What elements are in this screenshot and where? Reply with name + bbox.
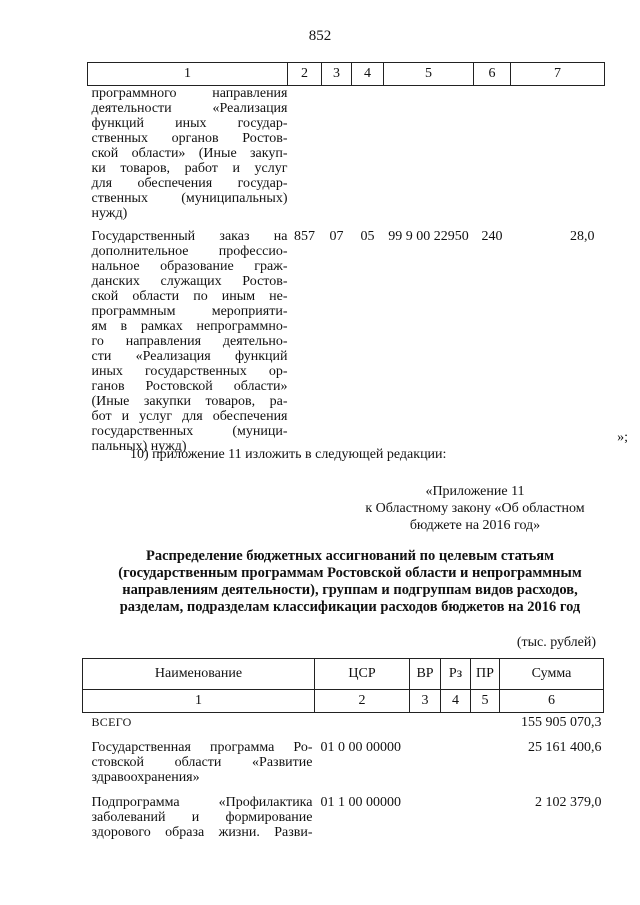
cell-csr: 01 1 00 00000 — [320, 795, 401, 810]
amendment-instruction: 10) приложение 11 изложить в следующей редакции: — [130, 447, 447, 462]
table-column-number-row — [83, 690, 604, 713]
name-line: Подпрограмма «Профилактика — [91, 795, 313, 810]
cell-rz — [441, 795, 471, 840]
column-header-vr: ВР — [410, 659, 441, 690]
cell-pr — [471, 795, 500, 840]
heading-line: направлениям деятельности), группам и подгруппам видов расходов, — [122, 582, 578, 598]
table-row — [88, 229, 605, 454]
document-heading — [70, 548, 630, 616]
column-number: 7 — [511, 63, 605, 86]
name-line: стовской области «Развитие — [91, 755, 313, 770]
table-row — [83, 795, 604, 840]
cell-sum: 25 161 400,6 — [528, 740, 602, 755]
name-line: ской области по иным не- — [91, 289, 288, 304]
column-header-name: Наименование — [83, 659, 315, 690]
column-number: 1 — [88, 63, 288, 86]
column-header-rz: Рз — [441, 659, 471, 690]
name-line: Государственная программа Ро- — [91, 740, 313, 755]
column-header-csr: ЦСР — [315, 659, 410, 690]
name-line: дополнительное профессио- — [91, 244, 288, 259]
cell-vr — [410, 795, 441, 840]
column-number: 4 — [352, 63, 384, 86]
column-header-pr: ПР — [471, 659, 500, 690]
name-line: здорового образа жизни. Разви- — [91, 825, 313, 840]
column-number: 1 — [83, 690, 315, 713]
name-line: государственных (муници- — [91, 424, 288, 439]
name-line: заболеваний и формирование — [91, 810, 313, 825]
row-name — [83, 795, 315, 840]
table-row — [88, 86, 605, 230]
column-number: 3 — [410, 690, 441, 713]
name-line: нужд) — [91, 206, 128, 221]
table-header-row — [88, 63, 605, 86]
cell-csr: 01 0 00 00000 — [320, 740, 401, 755]
cell-target-article — [384, 86, 474, 230]
name-line: ственных (муниципальных) — [91, 191, 288, 206]
heading-line: (государственным программам Ростовской области и непрограммным — [118, 565, 582, 581]
name-line: бот и услуг для обеспечения — [91, 409, 288, 424]
heading-line: Распределение бюджетных ассигнований по целевым статьям — [145, 548, 555, 564]
budget-allocation-table — [82, 658, 604, 840]
column-header-sum: Сумма — [500, 659, 604, 690]
name-line: программным мероприяти- — [91, 304, 288, 319]
row-name — [88, 229, 288, 454]
cell-sum: 2 102 379,0 — [535, 795, 602, 810]
column-number: 6 — [500, 690, 604, 713]
cell-subsection: 05 — [360, 229, 375, 244]
previous-appendix-table — [87, 62, 605, 454]
appendix-line: бюджете на 2016 год» — [409, 518, 541, 533]
name-line: деятельности «Реализация — [91, 101, 288, 116]
row-name — [83, 740, 315, 795]
table-header-row — [83, 659, 604, 690]
column-number: 5 — [384, 63, 474, 86]
name-line: Государственный заказ на — [91, 229, 288, 244]
column-number: 2 — [315, 690, 410, 713]
appendix-line: «Приложение 11 — [425, 484, 525, 499]
cell-pr — [471, 713, 500, 741]
row-name — [83, 713, 315, 741]
name-line: ганов Ростовской области» — [91, 379, 288, 394]
name-line: го направления деятельно- — [91, 334, 288, 349]
cell-amount: 28,0 — [570, 229, 595, 244]
cell-expense-type — [474, 86, 511, 230]
cell-sum: 155 905 070,3 — [521, 715, 602, 730]
cell-vr — [410, 713, 441, 741]
name-line: функций иных государ- — [91, 116, 288, 131]
cell-target-article: 99 9 00 22950 — [388, 229, 469, 244]
column-number: 6 — [474, 63, 511, 86]
name-line: здравоохранения» — [91, 770, 200, 785]
name-line: иных государственных ор- — [91, 364, 288, 379]
name-line: (Иные закупки товаров, ра- — [91, 394, 288, 409]
cell-vr — [410, 740, 441, 795]
name-line: ской области» (Иные закуп- — [91, 146, 288, 161]
units-label: (тыс. рублей) — [516, 635, 596, 650]
page-number: 852 — [308, 28, 332, 44]
closing-quote-mark: »; — [617, 430, 628, 445]
name-line: для обеспечения государ- — [91, 176, 288, 191]
name-line: ВСЕГО — [91, 715, 132, 729]
row-name — [88, 86, 288, 230]
name-line: ственных органов Ростов- — [91, 131, 288, 146]
cell-section — [322, 86, 352, 230]
cell-rz — [441, 740, 471, 795]
name-line: данских служащих Ростов- — [91, 274, 288, 289]
name-line: программного направления — [91, 86, 288, 101]
column-number: 3 — [322, 63, 352, 86]
cell-csr — [315, 713, 410, 741]
cell-pr — [471, 740, 500, 795]
column-number: 4 — [441, 690, 471, 713]
column-number: 5 — [471, 690, 500, 713]
heading-line: разделам, подразделам классификации расходов бюджетов на 2016 год — [119, 599, 581, 615]
cell-expense-type: 240 — [481, 229, 503, 244]
cell-section: 07 — [329, 229, 344, 244]
table-row — [83, 713, 604, 741]
table-row — [83, 740, 604, 795]
name-line: нальное образование граж- — [91, 259, 288, 274]
appendix-line: к Областному закону «Об областном — [365, 501, 585, 516]
cell-amount — [511, 86, 605, 230]
name-line: пальных) нужд) — [91, 439, 187, 454]
column-number: 2 — [288, 63, 322, 86]
name-line: ки товаров, работ и услуг — [91, 161, 288, 176]
cell-ministry: 857 — [294, 229, 315, 244]
cell-subsection — [352, 86, 384, 230]
appendix-caption — [340, 483, 610, 534]
name-line: ям в рамках непрограммно- — [91, 319, 288, 334]
name-line: сти «Реализация функций — [91, 349, 288, 364]
cell-rz — [441, 713, 471, 741]
cell-ministry — [288, 86, 322, 230]
